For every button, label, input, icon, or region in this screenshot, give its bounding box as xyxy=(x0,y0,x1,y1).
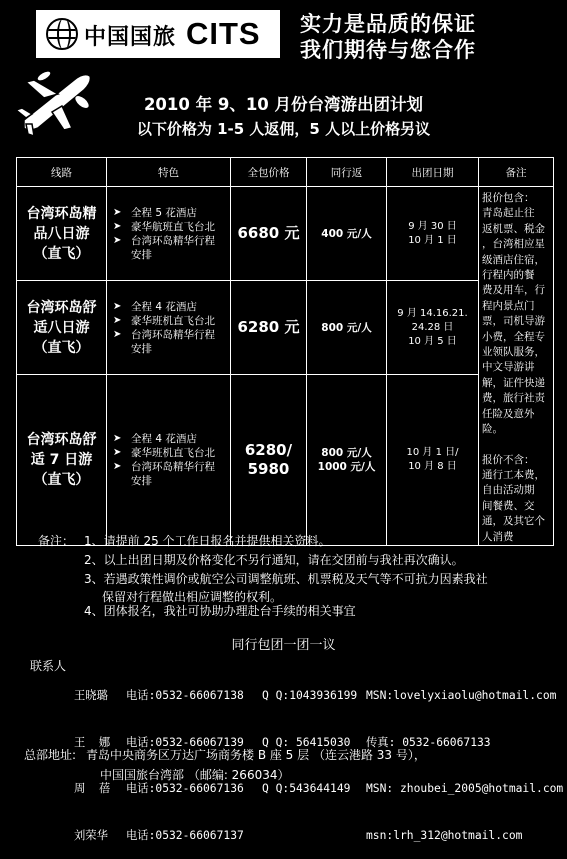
notes-cell xyxy=(479,187,554,546)
contact-msn: MSN: zhoubei_2005@hotmail.com xyxy=(366,782,564,795)
rebate-cell: 400 元/人 xyxy=(307,187,387,281)
remark-item: 3、若遇政策性调价或航空公司调整航班、机票税及天气等不可抗力因素我社 xyxy=(84,572,488,586)
note-spacer xyxy=(482,438,551,453)
route-cell xyxy=(17,187,107,281)
header-dates: 出团日期 xyxy=(387,158,479,187)
note-line: 小费，全程专 xyxy=(482,330,545,343)
note-line: 中文导游讲 xyxy=(482,361,535,374)
contact-phone: 电话:0532-66067139 xyxy=(126,735,244,749)
features-cell xyxy=(107,187,231,281)
feature-item: ➤ 台湾环岛精华行程 xyxy=(111,460,230,474)
rebate-cell: 800 元/人 xyxy=(307,281,387,374)
feature-item: 安排 xyxy=(131,342,152,355)
note-line: 通，及其它个 xyxy=(482,515,545,528)
features-cell xyxy=(107,281,231,374)
feature-item: ➤ 全程 5 花酒店 xyxy=(111,206,230,220)
remark-item: 1、请提前 25 个工作日报名并提供相关资料。 xyxy=(84,534,331,548)
slogan-line-2: 我们期待与您合作 xyxy=(300,38,476,62)
feature-item: ➤ 台湾环岛精华行程 xyxy=(111,328,230,342)
contact-qq: Q Q:543644149 xyxy=(262,782,351,795)
feature-item: ➤ 台湾环岛精华行程 xyxy=(111,234,230,248)
note-line: 通行工本费， xyxy=(482,468,545,481)
slogan-line-1: 实力是品质的保证 xyxy=(300,12,476,36)
contact-row xyxy=(74,828,563,844)
price-line: 6280/ xyxy=(244,440,293,459)
note-line: 自由活动期 xyxy=(482,484,535,497)
price-cell: 6280 元 xyxy=(231,281,307,374)
contacts-label: 联系人 xyxy=(30,659,67,673)
feature-item: ➤ 豪华航班直飞台北 xyxy=(111,220,230,234)
note-line: 间餐费、交 xyxy=(482,499,535,512)
contact-row xyxy=(74,688,563,704)
contact-name: 刘荣华 xyxy=(74,828,108,842)
header-rebate: 同行返 xyxy=(307,158,387,187)
header-notes: 备注 xyxy=(479,158,554,187)
route-cell xyxy=(17,374,107,545)
note-line: 行程内的餐 xyxy=(482,269,535,282)
dates-cell xyxy=(387,374,479,545)
globe-icon xyxy=(46,18,78,50)
contact-phone: 电话:0532-66067136 xyxy=(126,782,244,795)
page-subtitle: 以下价格为 1-5 人返佣，5 人以上价格另议 xyxy=(136,120,431,138)
contact-fax: 传真: 0532-66067133 xyxy=(366,735,491,749)
feature-item: ➤ 全程 4 花酒店 xyxy=(111,300,230,314)
rebate-line: 800 元/人 xyxy=(321,446,372,459)
address-label: 总部地址: xyxy=(24,748,77,762)
address-line-2: 中国国旅台湾部 （邮编: 266034） xyxy=(100,768,290,782)
date-line: 9 月 14.16.21. xyxy=(397,307,468,319)
table-row xyxy=(17,187,554,281)
header-price: 全包价格 xyxy=(231,158,307,187)
remark-item: 2、以上出团日期及价格变化不另行通知，请在交团前与我社再次确认。 xyxy=(84,553,464,567)
dates-cell xyxy=(387,187,479,281)
logo-en-text: CITS xyxy=(186,16,261,51)
feature-item: ➤ 全程 4 花酒店 xyxy=(111,432,230,446)
features-cell xyxy=(107,374,231,545)
remark-item: 保留对行程做出相应调整的权利。 xyxy=(102,590,283,604)
route-line: 台湾环岛舒 xyxy=(26,299,97,316)
route-cell xyxy=(17,281,107,374)
contact-row xyxy=(74,781,563,797)
contact-name: 王 娜 xyxy=(74,735,111,749)
note-line: 任险及意外 xyxy=(482,407,535,420)
route-line: （直飞） xyxy=(33,339,90,356)
note-line: 级酒店住宿， xyxy=(482,253,545,266)
feature-item: ➤ 豪华班机直飞台北 xyxy=(111,314,230,328)
date-line: 10 月 8 日 xyxy=(408,460,457,472)
note-line: 费，旅行社责 xyxy=(482,392,545,405)
tour-plan-table xyxy=(16,157,554,546)
route-line: 适八日游 xyxy=(33,319,90,336)
note-line: 青岛起止往 xyxy=(482,207,535,220)
feature-item: 安排 xyxy=(131,474,152,487)
contact-name: 周 蓓 xyxy=(74,782,111,795)
table-row xyxy=(17,374,554,545)
contact-phone: 电话:0532-66067138 xyxy=(126,689,244,702)
remark-item: 4、团体报名，我社可协助办理赴台手续的相关事宜 xyxy=(84,604,356,618)
contact-phone: 电话:0532-66067137 xyxy=(126,828,244,842)
feature-item: 安排 xyxy=(131,248,152,261)
table-row xyxy=(17,281,554,374)
date-line: 10 月 1 日/ xyxy=(406,446,459,458)
header-route: 线路 xyxy=(17,158,107,187)
route-line: 台湾环岛精 xyxy=(26,205,97,222)
logo xyxy=(36,10,280,58)
rebate-line: 1000 元/人 xyxy=(317,460,376,473)
note-line: 解，证件快递 xyxy=(482,376,545,389)
feature-item: ➤ 豪华班机直飞台北 xyxy=(111,446,230,460)
logo-cn-text: 中国国旅 xyxy=(84,25,177,50)
note-line: 业领队服务， xyxy=(482,346,545,359)
price-cell xyxy=(231,374,307,545)
note-line: 返机票、税金 xyxy=(482,222,545,235)
page-title: 2010 年 9、10 月份台湾游出团计划 xyxy=(143,95,424,114)
rebate-cell xyxy=(307,374,387,545)
note-line: 程内景点门 xyxy=(482,299,535,312)
address-line-1: 青岛中央商务区万达广场商务楼 B 座 5 层 （连云港路 33 号）， xyxy=(86,748,426,762)
note-line: 险。 xyxy=(482,423,503,436)
route-line: 适 7 日游 xyxy=(30,451,93,468)
group-line: 同行包团一团一议 xyxy=(231,638,336,653)
note-line: 票，司机导游 xyxy=(482,315,545,328)
route-line: 台湾环岛舒 xyxy=(26,431,97,448)
header-features: 特色 xyxy=(107,158,231,187)
contact-msn: MSN:lovelyxiaolu@hotmail.com xyxy=(366,689,557,702)
route-line: （直飞） xyxy=(33,245,90,262)
price-cell: 6680 元 xyxy=(231,187,307,281)
contact-qq: Q Q:1043936199 xyxy=(262,689,358,702)
note-line: 报价包含： xyxy=(482,192,535,204)
price-line: 5980 xyxy=(247,459,290,478)
date-line: 10 月 5 日 xyxy=(408,335,457,347)
contact-qq: Q Q: 56415030 xyxy=(262,735,351,749)
date-line: 9 月 30 日 xyxy=(408,220,457,232)
dates-cell xyxy=(387,281,479,374)
note-line: 人消费 xyxy=(482,530,514,543)
route-line: 品八日游 xyxy=(33,225,90,242)
route-line: （直飞） xyxy=(33,471,90,488)
remarks-label: 备注： xyxy=(38,534,75,548)
note-line: 费及用车，行 xyxy=(482,284,545,297)
contact-msn: msn:lrh_312@hotmail.com xyxy=(366,828,523,842)
contact-name: 王晓璐 xyxy=(74,689,108,702)
date-line: 10 月 1 日 xyxy=(408,234,457,246)
date-line: 24.28 日 xyxy=(411,321,454,333)
note-line: 报价不含： xyxy=(482,453,535,466)
table-header-row xyxy=(17,158,554,187)
note-line: ，台湾相应星 xyxy=(482,238,545,251)
